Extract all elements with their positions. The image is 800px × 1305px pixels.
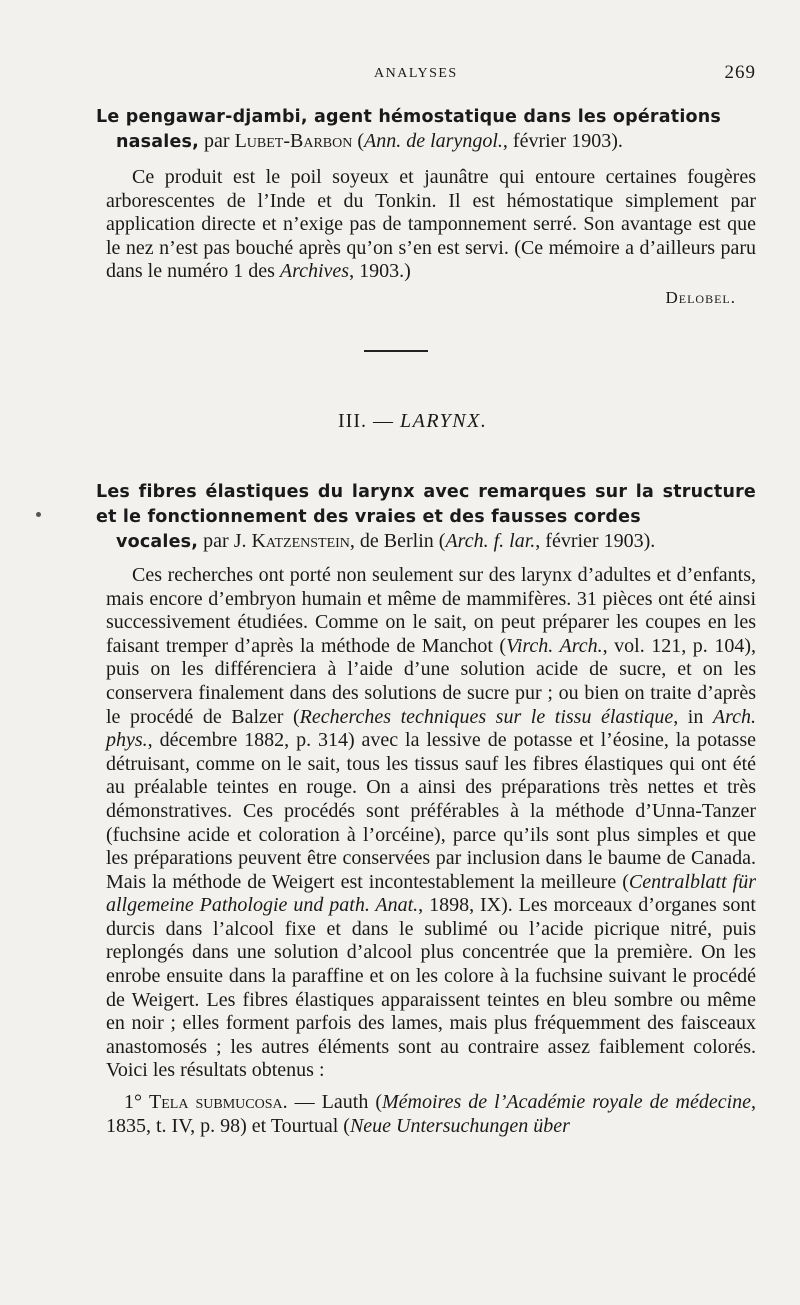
section-heading (338, 410, 756, 433)
body-text-e: , 1898, IX). Les morceaux d’organes sont durcis dans l’alcool fixe et dans le sublimé ou l’acide picrique nitré, puis replongés dans une solution d’alcool plus concentrée que la première. On les enrobe ensuite dans la paraffine et on les colore à la fuchsine suivant le procédé de Weigert. Les fibres élastiques apparaissent teintes en bleu sombre ou même en noir ; elles forment parfois des lames, mais plus fréquemment des faisceaux anastomosés ; les autres éléments sont au contraire assez faiblement colorés. Voici les résultats obtenus : (106, 894, 756, 1082)
article-title-1 (96, 104, 756, 154)
by-text: par (199, 130, 235, 152)
article-1-body-text: Ce produit est le poil soyeux et jaunâtre qui entoure certaines fougères arborescentes de l’Inde et du Tonkin. Il est hémostatique simplement par application directe et n’exige pas de tamponnement serré. Son avantage est que le nez n’est pas bouché après qu’on s’en est servi. (Ce mémoire a d’ailleurs paru dans le numéro 1 des (106, 166, 756, 283)
article-1-archives: Archives (279, 260, 350, 283)
article-2-cite-rest: , février 1903). (535, 529, 656, 552)
article-2-place: , de Berlin ( (349, 529, 446, 552)
ref-virch: Virch. Arch. (506, 634, 603, 657)
signature: Delobel. (665, 287, 736, 307)
ref-recherches: Recherches techniques sur le tissu élastique (299, 705, 674, 728)
article-1-body-end: , 1903.) (349, 260, 411, 283)
body-text-c: , in (673, 705, 713, 728)
article-title-2-bold: Les fibres élastiques du larynx avec remarques sur la structure et le fonctionnement des vraies et des fausses cordes (96, 481, 756, 527)
article-title-2 (96, 479, 756, 554)
body-text-a: Ces recherches ont porté non seulement sur des larynx d’adultes et d’enfants, mais encore d’embryon humain et même de mammifères. 31 pièces ont été ainsi successivement étudiées. Comme on le sait, on peut préparer les coupes en les faisant tremper d’après la méthode de Manchot ( (106, 563, 756, 657)
ref-centralblatt: Centralblatt für allgemeine Pathologie und path. Anat. (106, 870, 756, 917)
section-divider (364, 350, 428, 352)
list-item (106, 1091, 756, 1138)
running-head-title: ANALYSES (374, 66, 458, 81)
body-text-b: , vol. 121, p. 104), puis on les différenciera à l’aide d’une solution acide de sucre, et on les conservera finalement dans des solutions de sucre pur ; ou bien on traite d’après le procédé de Balzer ( (106, 634, 757, 728)
item-text-a: — Lauth ( (287, 1091, 382, 1114)
cite-open: ( (352, 130, 365, 152)
section-number: III. — (338, 409, 400, 432)
running-head (106, 58, 756, 88)
margin-mark (36, 512, 41, 517)
body-text-d: , décembre 1882, p. 314) avec la lessive de potasse et l’éosine, la potasse détruisant, comme on le sait, tous les tissus sauf les fibres élastiques qui ont été au préalable teintes en rouge. On a ainsi des préparations très nettes et très démonstratives. Ces procédés sont préférables à la méthode d’Unna-Tanzer (fuchsine acide et coloration à l’orcéine), parce qu’ils sont plus simples et que les préparations peuvent être conservées par inclusion dans le baume de Canada. Mais la méthode de Weigert est incontestablement la meilleure ( (106, 729, 756, 893)
article-2-body (106, 564, 756, 1083)
article-title-1-bold-2: nasales, (116, 132, 200, 152)
article-1-cite-rest: , février 1903). (502, 130, 623, 152)
article-title-2-line3 (96, 529, 756, 554)
page-number: 269 (724, 62, 756, 83)
article-1-journal: Ann. de laryngol. (364, 130, 503, 152)
ref-neue: Neue Untersuchungen über (349, 1114, 570, 1137)
article-1-body (106, 166, 756, 284)
section-name: LARYNX. (399, 409, 488, 432)
item-label: Tela submucosa. (149, 1091, 288, 1114)
ref-memoires: Mémoires de l’Académie royale de médecine (382, 1091, 752, 1114)
article-title-1-line2 (96, 129, 756, 154)
ref-arch-phys: Arch. phys. (106, 705, 757, 752)
article-title-2-bold-2: vocales, (116, 531, 199, 552)
item-text-b: , 1835, t. IV, p. 98) et Tourtual ( (106, 1091, 757, 1137)
by-text-2: par J. (198, 529, 252, 552)
article-1-author: Lubet-Barbon (234, 130, 353, 152)
article-2-author: Katzenstein (251, 529, 350, 552)
item-number: 1° (124, 1091, 150, 1114)
article-title-1-bold: Le pengawar-djambi, agent hémostatique dans les opérations (96, 107, 722, 127)
article-2-journal: Arch. f. lar. (445, 529, 536, 552)
